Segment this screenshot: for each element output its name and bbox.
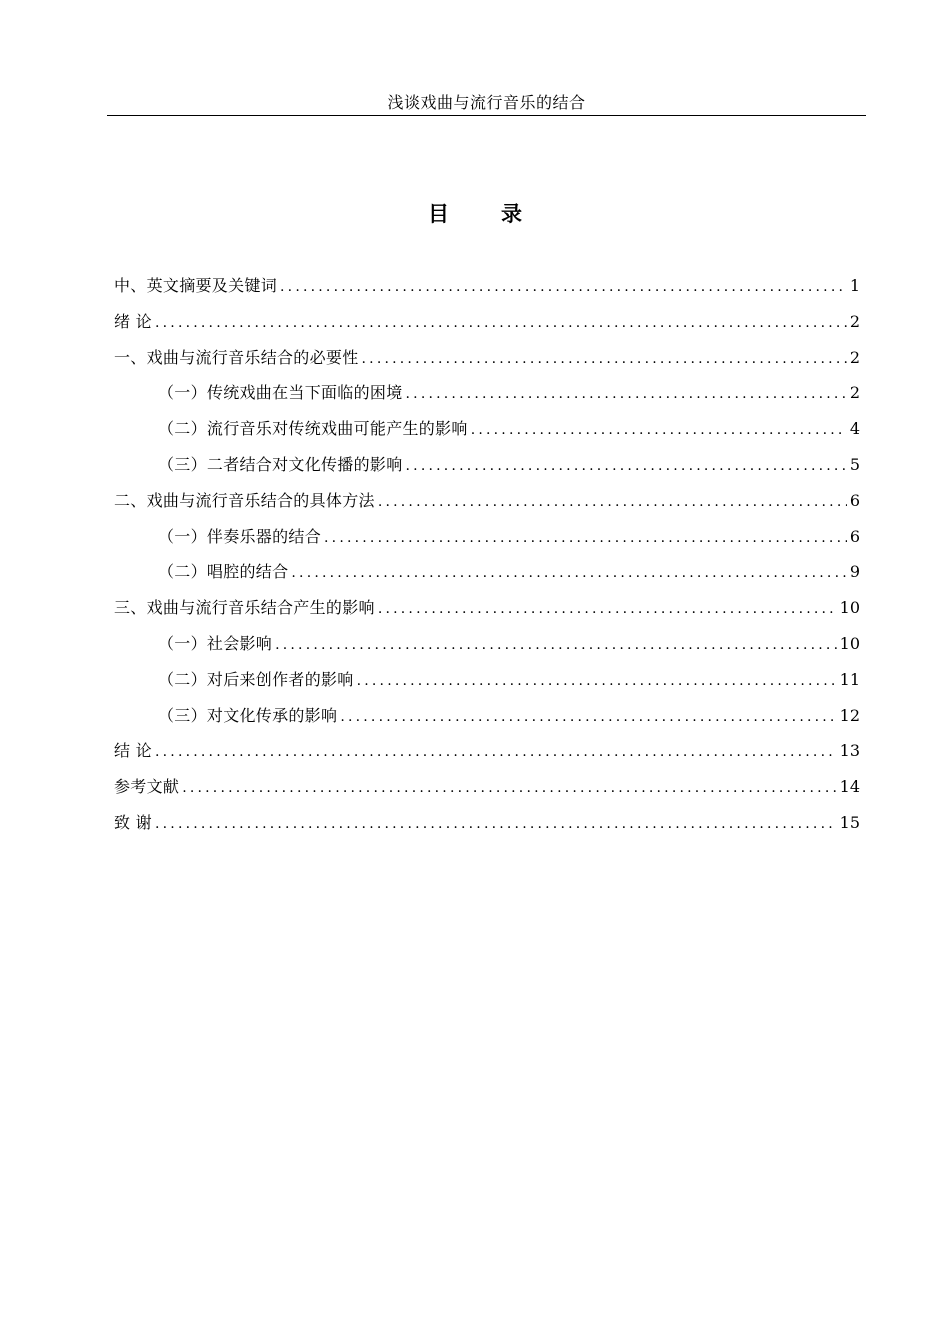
toc-dot-leader [291, 561, 846, 585]
toc-dot-leader [378, 490, 847, 514]
toc-title-char-2: 录 [501, 202, 522, 226]
toc-dot-leader [471, 418, 847, 442]
toc-title-char-1: 目 [428, 202, 449, 226]
toc-entry-label: 绪 论 [114, 311, 152, 331]
toc-entry-page-number: 14 [839, 777, 860, 797]
toc-entry[interactable] [114, 310, 860, 346]
toc-dot-leader [324, 526, 847, 550]
toc-entry[interactable] [114, 560, 860, 596]
toc-entry[interactable] [114, 668, 860, 704]
toc-entry[interactable] [114, 632, 860, 668]
toc-dot-leader [275, 633, 837, 657]
toc-entry-page-number: 15 [839, 812, 860, 832]
toc-entry-page-number: 6 [849, 490, 860, 510]
toc-entry-page-number: 10 [839, 633, 860, 653]
toc-entry-label: （一）伴奏乐器的结合 [158, 526, 322, 546]
toc-entry-label: （一）社会影响 [158, 633, 273, 653]
toc-entry-label: （三）对文化传承的影响 [158, 705, 338, 725]
toc-dot-leader [155, 311, 847, 335]
toc-dot-leader [155, 812, 837, 836]
toc-entry-page-number: 9 [849, 562, 860, 582]
toc-entry-page-number: 4 [849, 419, 860, 439]
toc-dot-leader [280, 275, 847, 299]
toc-entry-page-number: 2 [849, 311, 860, 331]
toc-entry-page-number: 2 [849, 347, 860, 367]
toc-entry-label: （二）对后来创作者的影响 [158, 669, 354, 689]
toc-entry-page-number: 11 [839, 669, 860, 689]
toc-entry-label: （二）唱腔的结合 [158, 562, 289, 582]
toc-dot-leader [357, 669, 837, 693]
toc-entry[interactable] [114, 739, 860, 775]
toc-entry[interactable] [114, 417, 860, 453]
toc-title [0, 200, 950, 228]
toc-dot-leader [378, 597, 837, 621]
running-header-title: 浅谈戏曲与流行音乐的结合 [387, 93, 586, 112]
toc-entry-page-number: 5 [849, 454, 860, 474]
toc-entry-label: 致 谢 [114, 812, 152, 832]
toc-entry[interactable] [114, 346, 860, 382]
toc-entry[interactable] [114, 274, 860, 310]
toc-entry-page-number: 13 [839, 741, 860, 761]
toc-entry-label: （二）流行音乐对传统戏曲可能产生的影响 [158, 419, 468, 439]
toc-entry-label: 三、戏曲与流行音乐结合产生的影响 [114, 598, 375, 618]
toc-entry-page-number: 12 [839, 705, 860, 725]
toc-dot-leader [182, 776, 836, 800]
toc-entry-page-number: 6 [849, 526, 860, 546]
toc-dot-leader [340, 705, 836, 729]
toc-dot-leader [406, 382, 847, 406]
header-divider [107, 115, 866, 116]
toc-entry[interactable] [114, 381, 860, 417]
toc-entry[interactable] [114, 811, 860, 847]
toc-dot-leader [362, 347, 847, 371]
toc-entry-page-number: 1 [849, 276, 860, 295]
toc-entry[interactable] [114, 525, 860, 561]
toc-entry-label: （一）传统戏曲在当下面临的困境 [158, 383, 403, 403]
toc-entry-label: （三）二者结合对文化传播的影响 [158, 454, 403, 474]
toc-entry[interactable] [114, 775, 860, 811]
toc-entry[interactable] [114, 489, 860, 525]
toc-entry-label: 参考文献 [114, 777, 180, 797]
toc-entry[interactable] [114, 596, 860, 632]
toc-entry[interactable] [114, 704, 860, 740]
toc-dot-leader [406, 454, 847, 478]
toc-entry-page-number: 10 [839, 598, 860, 618]
toc-entry-label: 结 论 [114, 741, 152, 761]
toc-entry-label: 二、戏曲与流行音乐结合的具体方法 [114, 490, 375, 510]
toc-entry[interactable] [114, 453, 860, 489]
toc-entry-label: 中、英文摘要及关键词 [114, 276, 278, 295]
toc-entry-label: 一、戏曲与流行音乐结合的必要性 [114, 347, 359, 367]
table-of-contents [114, 274, 860, 847]
toc-dot-leader [155, 740, 837, 764]
toc-entry-page-number: 2 [849, 383, 860, 403]
